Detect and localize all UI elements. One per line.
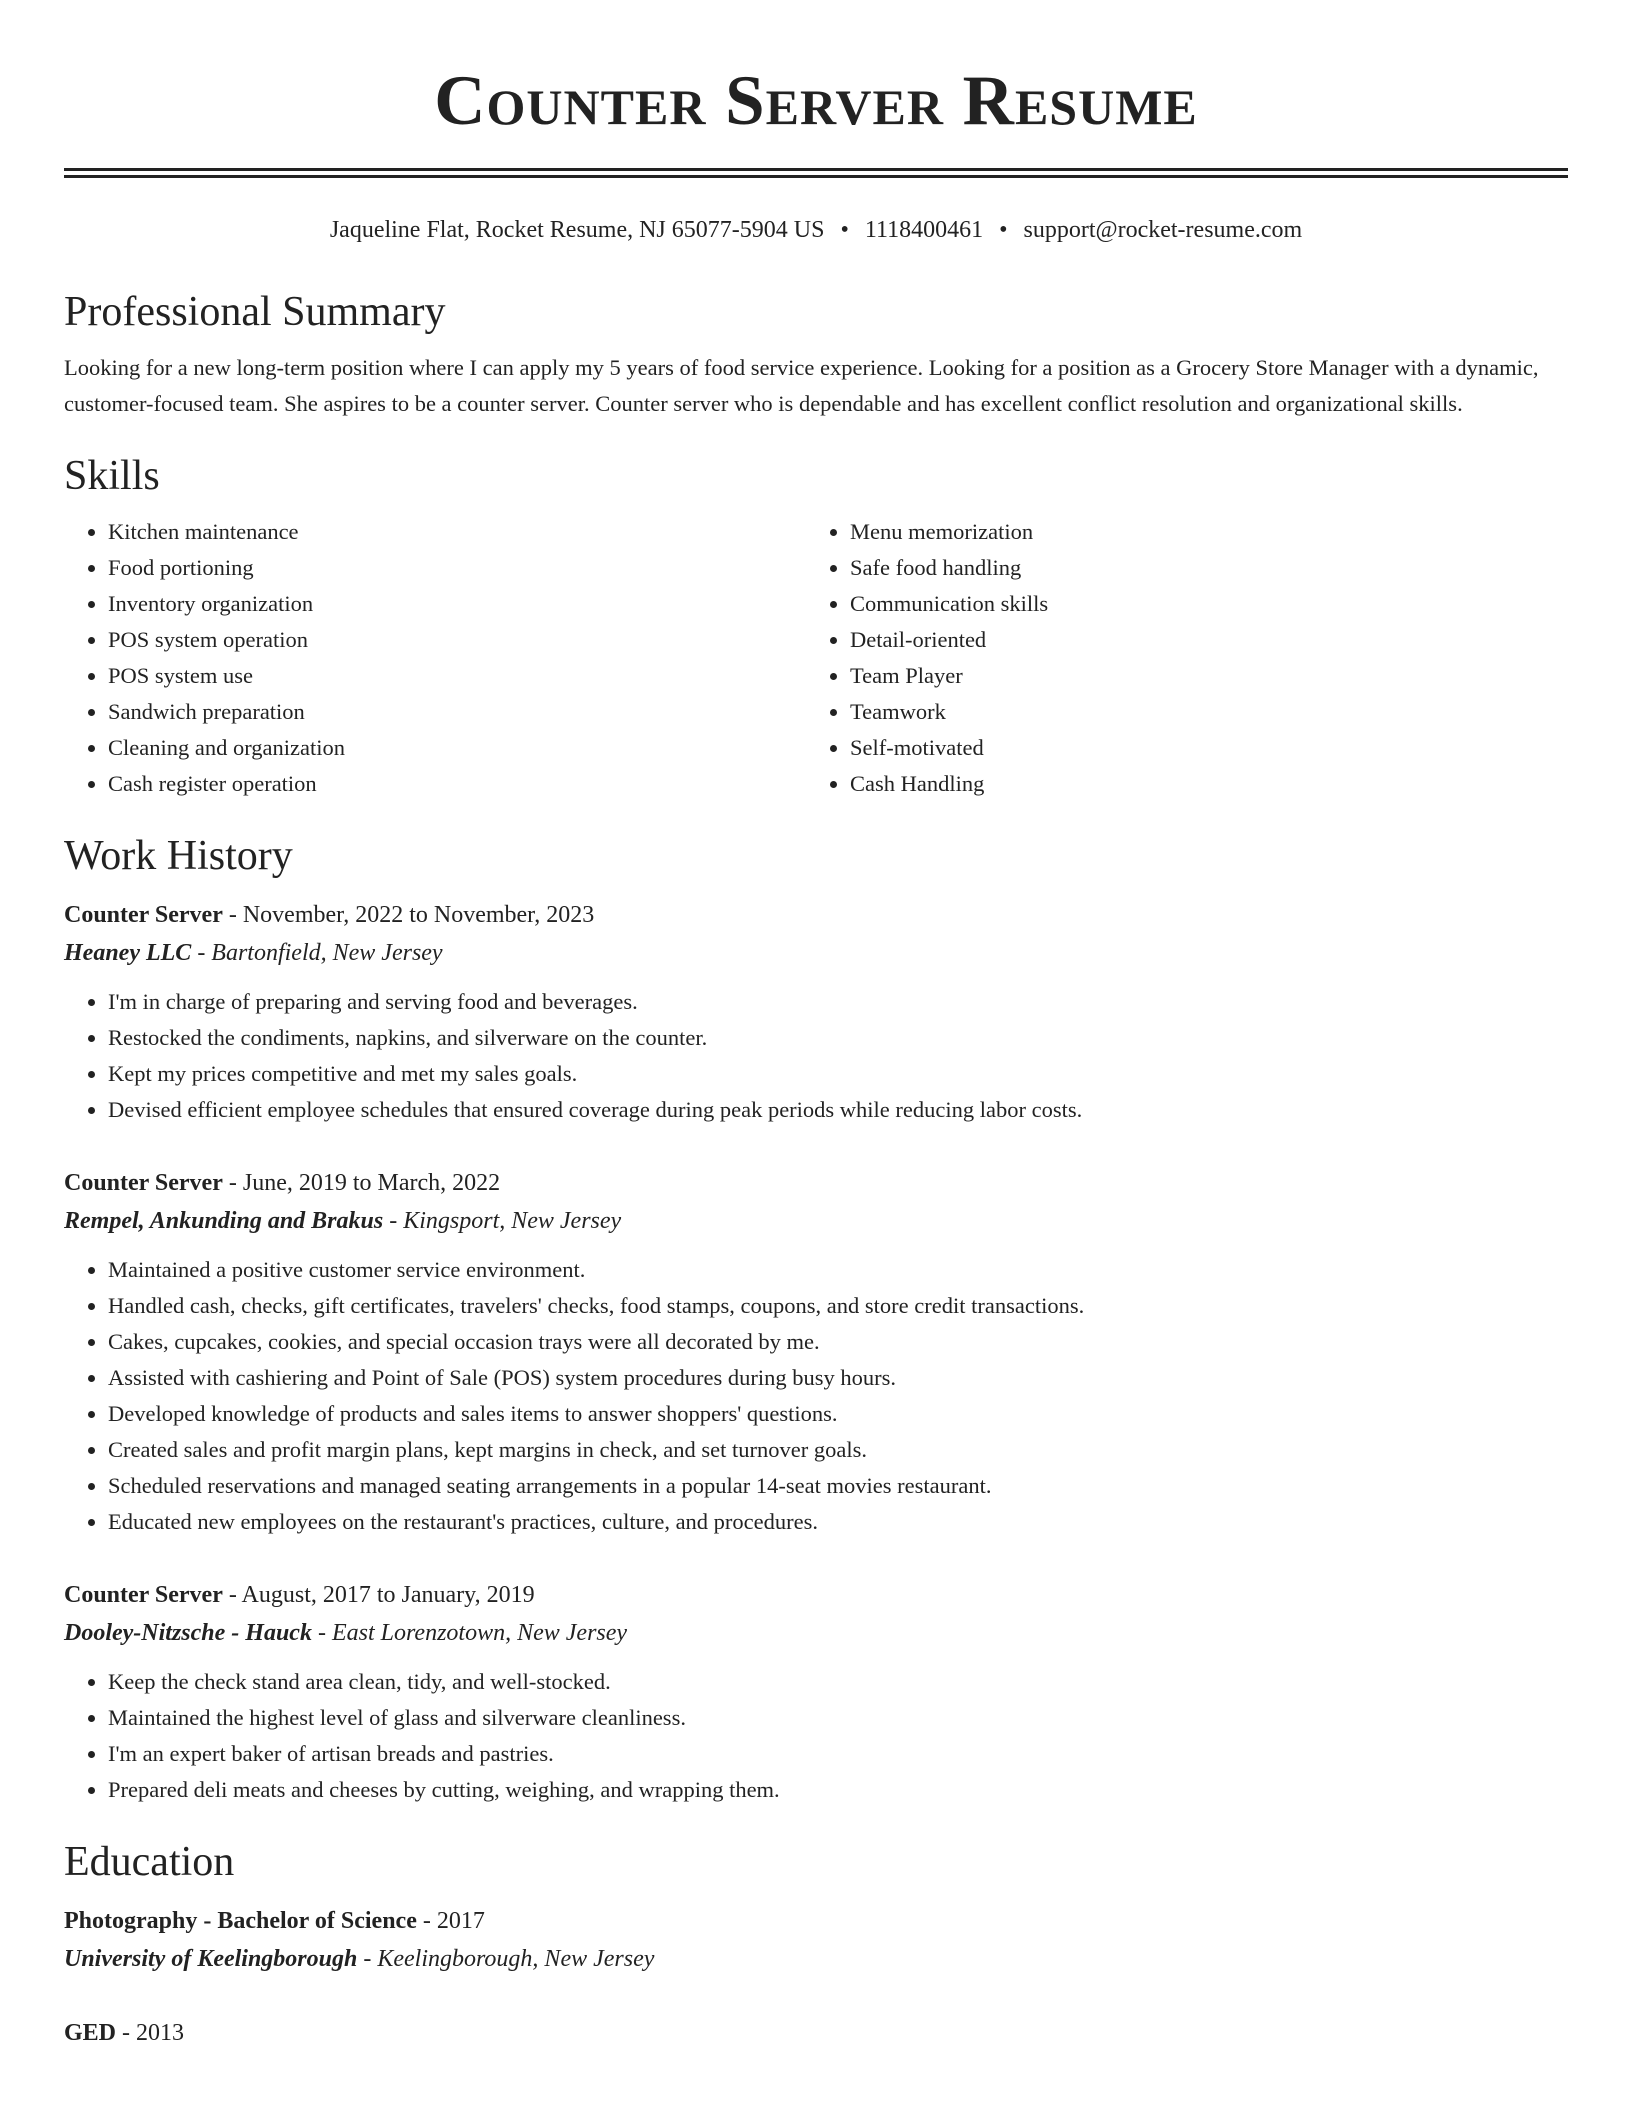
job-location: - East Lorenzotown, New Jersey bbox=[311, 1620, 628, 1646]
skill-item: • Sandwich preparation bbox=[108, 694, 806, 730]
job-duty: • Educated new employees on the restaurant's practices, culture, and procedures. bbox=[108, 1504, 1568, 1540]
job-company: Dooley-Nitzsche - Hauck bbox=[64, 1620, 312, 1646]
job-header bbox=[64, 1576, 1568, 1614]
job-duty: • Cakes, cupcakes, cookies, and special occasion trays were all decorated by me. bbox=[108, 1324, 1568, 1360]
job-duty: • Scheduled reservations and managed seating arrangements in a popular 14-seat movies restaurant. bbox=[108, 1468, 1568, 1504]
skill-item: • POS system operation bbox=[108, 622, 806, 658]
job-company-line bbox=[64, 1614, 1568, 1652]
skill-item: • POS system use bbox=[108, 658, 806, 694]
skill-item: • Teamwork bbox=[850, 694, 1548, 730]
job-duty: • Developed knowledge of products and sales items to answer shoppers' questions. bbox=[108, 1396, 1568, 1432]
education-header bbox=[64, 2014, 1568, 2052]
contact-separator: • bbox=[840, 217, 849, 243]
skill-item: • Self-motivated bbox=[850, 730, 1548, 766]
resume-page bbox=[64, 0, 1568, 2052]
contact-line bbox=[64, 214, 1568, 246]
job-location: - Kingsport, New Jersey bbox=[383, 1208, 622, 1234]
job-company-line bbox=[64, 934, 1568, 972]
education-degree: GED bbox=[64, 2020, 117, 2046]
job-duty: • Assisted with cashiering and Point of Sale (POS) system procedures during busy hours. bbox=[108, 1360, 1568, 1396]
skills-column-right bbox=[806, 514, 1548, 802]
resume-title: Counter Server Resume bbox=[434, 62, 1198, 140]
skill-item: • Food portioning bbox=[108, 550, 806, 586]
job-entry bbox=[64, 896, 1568, 1128]
job-header bbox=[64, 896, 1568, 934]
skill-item: • Menu memorization bbox=[850, 514, 1548, 550]
skills-heading: Skills bbox=[64, 453, 160, 499]
job-entry bbox=[64, 1576, 1568, 1808]
education-location: - Keelingborough, New Jersey bbox=[357, 1946, 655, 1972]
job-duties bbox=[64, 984, 1568, 1128]
job-duty: • Handled cash, checks, gift certificates, travelers' checks, food stamps, coupons, and store credit transactions. bbox=[108, 1288, 1568, 1324]
skill-item: • Cash register operation bbox=[108, 766, 806, 802]
job-role: Counter Server bbox=[64, 1582, 223, 1608]
contact-email: support@rocket-resume.com bbox=[1023, 217, 1303, 243]
education-entry bbox=[64, 2014, 1568, 2052]
job-duty: • I'm in charge of preparing and serving food and beverages. bbox=[108, 984, 1568, 1020]
job-duty: • Prepared deli meats and cheeses by cutting, weighing, and wrapping them. bbox=[108, 1772, 1568, 1808]
summary-text: Looking for a new long-term position where I can apply my 5 years of food service experience. Looking for a position as a Grocery Store Manager with a dynamic, customer-focused team. She aspires to be a counter server. Counter server who is dependable and has excellent conflict resolution and organizational skills. bbox=[64, 355, 1539, 416]
job-duty: • Keep the check stand area clean, tidy, and well-stocked. bbox=[108, 1664, 1568, 1700]
contact-separator: • bbox=[999, 217, 1008, 243]
contact-phone: 1118400461 bbox=[864, 217, 984, 243]
job-dates: - June, 2019 to March, 2022 bbox=[222, 1170, 501, 1196]
education-year: - 2013 bbox=[116, 2020, 185, 2046]
education-entry bbox=[64, 1902, 1568, 1978]
education-school: University of Keelingborough bbox=[64, 1946, 358, 1972]
education-heading: Education bbox=[64, 1839, 235, 1885]
job-dates: - August, 2017 to January, 2019 bbox=[222, 1582, 535, 1608]
skill-item: • Inventory organization bbox=[108, 586, 806, 622]
job-duty: • Kept my prices competitive and met my sales goals. bbox=[108, 1056, 1568, 1092]
skill-item: • Communication skills bbox=[850, 586, 1548, 622]
skill-item: • Detail-oriented bbox=[850, 622, 1548, 658]
job-duties bbox=[64, 1252, 1568, 1540]
job-duty: • Restocked the condiments, napkins, and silverware on the counter. bbox=[108, 1020, 1568, 1056]
title-divider bbox=[64, 168, 1568, 178]
contact-address: Jaqueline Flat, Rocket Resume, NJ 65077-5904 US bbox=[329, 217, 825, 243]
job-duty: • I'm an expert baker of artisan breads and pastries. bbox=[108, 1736, 1568, 1772]
job-duty: • Devised efficient employee schedules that ensured coverage during peak periods while reducing labor costs. bbox=[108, 1092, 1568, 1128]
job-header bbox=[64, 1164, 1568, 1202]
education-school-line bbox=[64, 1940, 1568, 1978]
job-location: - Bartonfield, New Jersey bbox=[191, 940, 443, 966]
work-history-heading: Work History bbox=[64, 833, 293, 879]
skill-item: • Cleaning and organization bbox=[108, 730, 806, 766]
skill-item: • Safe food handling bbox=[850, 550, 1548, 586]
job-role: Counter Server bbox=[64, 1170, 223, 1196]
job-duty: • Maintained the highest level of glass and silverware cleanliness. bbox=[108, 1700, 1568, 1736]
summary-heading: Professional Summary bbox=[64, 289, 446, 335]
job-dates: - November, 2022 to November, 2023 bbox=[222, 902, 595, 928]
education-degree: Photography - Bachelor of Science bbox=[64, 1908, 417, 1934]
job-role: Counter Server bbox=[64, 902, 223, 928]
skill-item: • Kitchen maintenance bbox=[108, 514, 806, 550]
skill-item: • Team Player bbox=[850, 658, 1548, 694]
education-header bbox=[64, 1902, 1568, 1940]
job-company: Rempel, Ankunding and Brakus bbox=[64, 1208, 384, 1234]
job-duties bbox=[64, 1664, 1568, 1808]
job-company-line bbox=[64, 1202, 1568, 1240]
job-entry bbox=[64, 1164, 1568, 1540]
skills-column-left bbox=[64, 514, 806, 802]
job-company: Heaney LLC bbox=[64, 940, 192, 966]
job-duty: • Maintained a positive customer service environment. bbox=[108, 1252, 1568, 1288]
skills-list bbox=[64, 514, 1568, 802]
job-duty: • Created sales and profit margin plans, kept margins in check, and set turnover goals. bbox=[108, 1432, 1568, 1468]
skill-item: • Cash Handling bbox=[850, 766, 1548, 802]
education-year: - 2017 bbox=[416, 1908, 485, 1934]
